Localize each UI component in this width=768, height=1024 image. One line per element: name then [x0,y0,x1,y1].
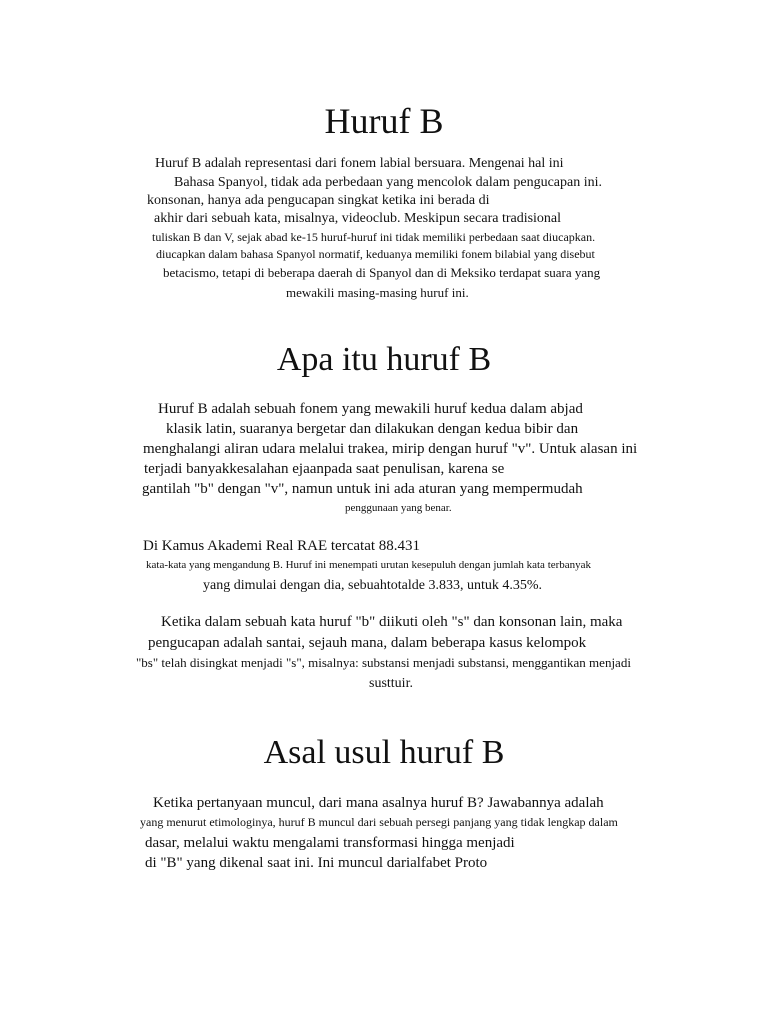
text-line: dasar, melalui waktu mengalami transformasi hingga menjadi [145,835,515,851]
text-line: Huruf B adalah sebuah fonem yang mewakili huruf kedua dalam abjad [158,401,583,417]
text-line: betacismo, tetapi di beberapa daerah di Spanyol dan di Meksiko terdapat suara yang [163,265,601,280]
text-line: terjadi banyakkesalahan ejaanpada saat penulisan, karena se [144,461,505,477]
section-heading-apa-itu-huruf-b: Apa itu huruf B [276,341,492,378]
text-line: Ketika pertanyaan muncul, dari mana asalnya huruf B? Jawabannya adalah [153,795,604,811]
text-line: yang dimulai dengan dia, sebuahtotalde 3.833, untuk 4.35%. [203,578,543,593]
text-line: tuliskan B dan V, sejak abad ke-15 huruf-huruf ini tidak memiliki perbedaan saat diucapkan. [152,230,596,244]
text-line: Huruf B adalah representasi dari fonem labial bersuara. Mengenai hal ini [155,156,564,171]
text-line: Di Kamus Akademi Real RAE tercatat 88.431 [143,538,421,554]
section-heading-huruf-b: Huruf B [324,101,444,141]
text-line: akhir dari sebuah kata, misalnya, videoclub. Meskipun secara tradisional [154,211,562,226]
text-line: Ketika dalam sebuah kata huruf "b" diikuti oleh "s" dan konsonan lain, maka [161,614,623,630]
text-line: diucapkan dalam bahasa Spanyol normatif, keduanya memiliki fonem bilabial yang disebut [156,247,595,261]
text-line: yang menurut etimologinya, huruf B muncul dari sebuah persegi panjang yang tidak lengkap dalam [140,815,618,829]
text-line: gantilah "b" dengan "v", namun untuk ini ada aturan yang mempermudah [142,481,583,497]
text-line: Bahasa Spanyol, tidak ada perbedaan yang mencolok dalam pengucapan ini. [174,175,603,190]
text-line: penggunaan yang benar. [345,502,452,514]
text-line: "bs" telah disingkat menjadi "s", misalnya: substansi menjadi substansi, menggantikan menjadi [136,655,631,670]
text-line: kata-kata yang mengandung B. Huruf ini menempati urutan kesepuluh dengan jumlah kata terbanyak [146,559,592,571]
section-heading-asal-usul-huruf-b: Asal usul huruf B [263,734,505,771]
text-line: susttuir. [369,676,413,691]
text-line: klasik latin, suaranya bergetar dan dilakukan dengan kedua bibir dan [166,421,579,437]
text-line: pengucapan adalah santai, sejauh mana, dalam beberapa kasus kelompok [148,635,587,651]
text-line: menghalangi aliran udara melalui trakea, mirip dengan huruf "v". Untuk alasan ini [143,441,638,457]
text-line: konsonan, hanya ada pengucapan singkat ketika ini berada di [147,193,490,208]
text-line: di "B" yang dikenal saat ini. Ini muncul darialfabet Proto [145,855,488,871]
text-line: mewakili masing-masing huruf ini. [286,285,469,300]
